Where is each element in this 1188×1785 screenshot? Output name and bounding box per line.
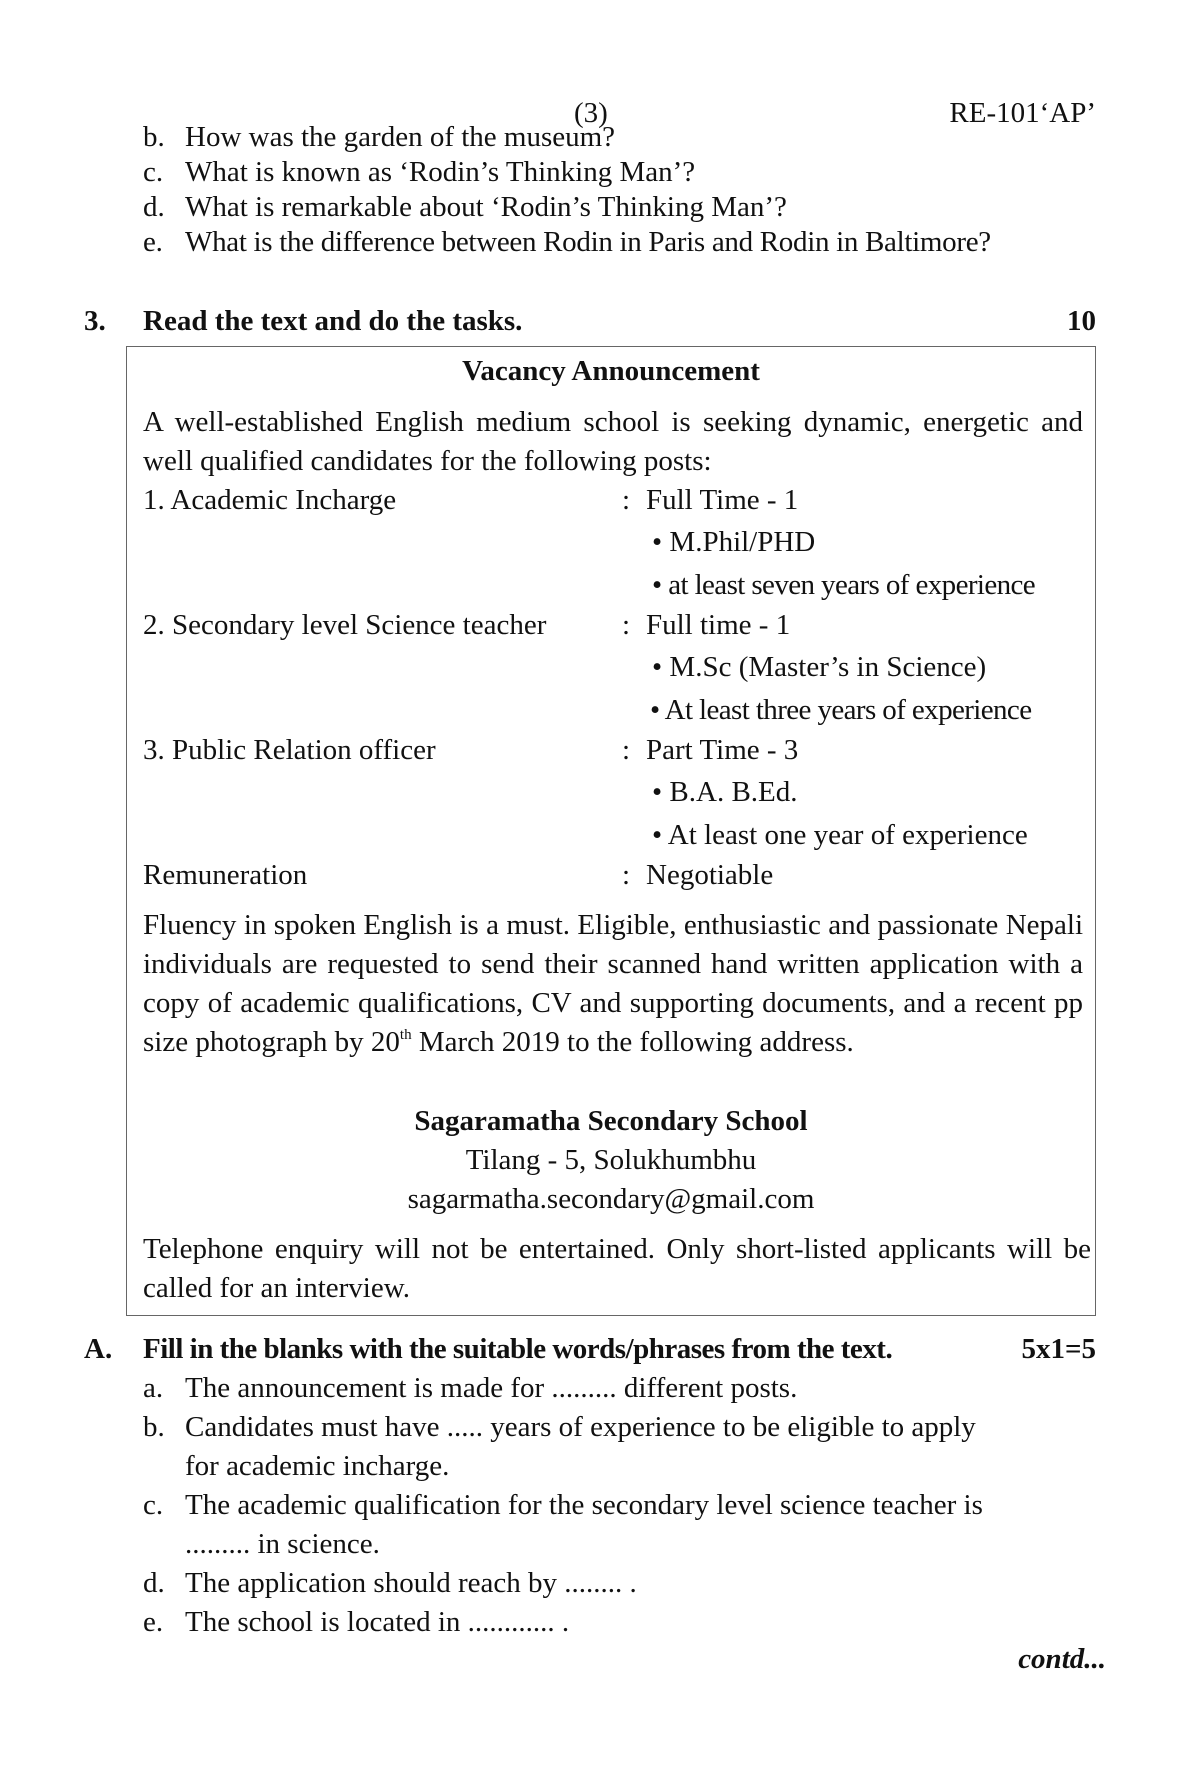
section-number: 3. (84, 305, 106, 337)
post-2-bullet: • M.Sc (Master’s in Science) (652, 651, 987, 683)
post-3-bullet: • At least one year of experience (652, 819, 1028, 851)
announcement-title: Vacancy Announcement (462, 355, 760, 387)
item-text: The announcement is made for ......... different posts. (185, 1372, 798, 1404)
question-e (143, 223, 991, 262)
school-address: Tilang - 5, Solukhumbhu (465, 1144, 757, 1176)
school-name: Sagaramatha Secondary School (414, 1105, 808, 1137)
school-email: sagarmatha.secondary@gmail.com (407, 1183, 815, 1215)
post-1-bullet: • at least seven years of experience (652, 569, 1036, 601)
question-letter: c. (143, 156, 164, 188)
item-letter: c. (143, 1489, 164, 1521)
question-text: What is the difference between Rodin in Paris and Rodin in Baltimore? (185, 226, 991, 258)
post-2-name: 2. Secondary level Science teacher (143, 609, 547, 641)
blank-item-c (143, 1486, 983, 1525)
section-instruction: Fill in the blanks with the suitable words/phrases from the text. (143, 1333, 893, 1365)
blank-item-e (143, 1603, 569, 1642)
question-letter: e. (143, 226, 163, 258)
post-3-bullet: • B.A. B.Ed. (652, 776, 798, 808)
post-3-value: Part Time - 3 (646, 734, 799, 766)
body-text: Fluency in spoken English is a must. Eligible, enthusiastic and passionate Nepali individuals are requested to send their scanned hand written application with a copy of academic qualifications, CV and supporting documents, and a recent pp size photograph by 20 (143, 909, 1083, 1058)
page-number: (3) (574, 97, 608, 129)
post-3-name: 3. Public Relation officer (143, 734, 436, 766)
section-a-heading (84, 1330, 892, 1369)
item-text: The school is located in ............ . (185, 1606, 570, 1638)
blank-item-b (143, 1408, 976, 1447)
section-3-marks: 10 (1067, 305, 1096, 337)
post-2-bullet: • At least three years of experience (650, 694, 1032, 726)
post-2-colon: : (622, 609, 631, 641)
item-letter: a. (143, 1372, 164, 1404)
blank-item-c-cont: ......... in science. (185, 1528, 380, 1560)
item-text: The application should reach by ........ . (185, 1567, 637, 1599)
question-d (143, 188, 787, 227)
section-3-heading (84, 302, 522, 341)
post-2-value: Full time - 1 (646, 609, 791, 641)
item-text: The academic qualification for the secondary level science teacher is (185, 1489, 983, 1521)
question-text: How was the garden of the museum? (185, 121, 616, 153)
announcement-closing: Telephone enquiry will not be entertained. Only short-listed applicants will be called for an interview. (143, 1233, 1091, 1304)
question-letter: d. (143, 191, 165, 223)
post-3-colon: : (622, 734, 631, 766)
post-1-colon: : (622, 484, 631, 516)
remuneration-label: Remuneration (143, 859, 308, 891)
body-text-cont: March 2019 to the following address. (411, 1026, 854, 1058)
item-letter: e. (143, 1606, 164, 1638)
announcement-body (143, 906, 1083, 1062)
remuneration-colon: : (622, 859, 631, 891)
post-1-value: Full Time - 1 (646, 484, 799, 516)
post-1-name: 1. Academic Incharge (143, 484, 397, 516)
section-label: A. (84, 1333, 113, 1365)
post-1-bullet: • M.Phil/PHD (652, 526, 816, 558)
question-text: What is known as ‘Rodin’s Thinking Man’? (185, 156, 696, 188)
item-letter: b. (143, 1411, 165, 1443)
item-letter: d. (143, 1567, 165, 1599)
blank-item-a (143, 1369, 797, 1408)
question-letter: b. (143, 121, 165, 153)
exam-code: RE-101‘AP’ (949, 97, 1096, 129)
section-a-marks: 5x1=5 (1021, 1333, 1096, 1365)
question-c (143, 153, 695, 192)
date-suffix: th (399, 1027, 412, 1043)
section-instruction: Read the text and do the tasks. (143, 305, 523, 337)
remuneration-value: Negotiable (646, 859, 774, 891)
item-text: Candidates must have ..... years of experience to be eligible to apply (185, 1411, 976, 1443)
continued-label: contd... (1018, 1643, 1106, 1675)
question-b (143, 118, 615, 157)
blank-item-d (143, 1564, 637, 1603)
blank-item-b-cont: for academic incharge. (185, 1450, 450, 1482)
question-text: What is remarkable about ‘Rodin’s Thinking Man’? (185, 191, 787, 223)
announcement-intro: A well-established English medium school is seeking dynamic, energetic and well qualified candidates for the following posts: (143, 406, 1083, 477)
